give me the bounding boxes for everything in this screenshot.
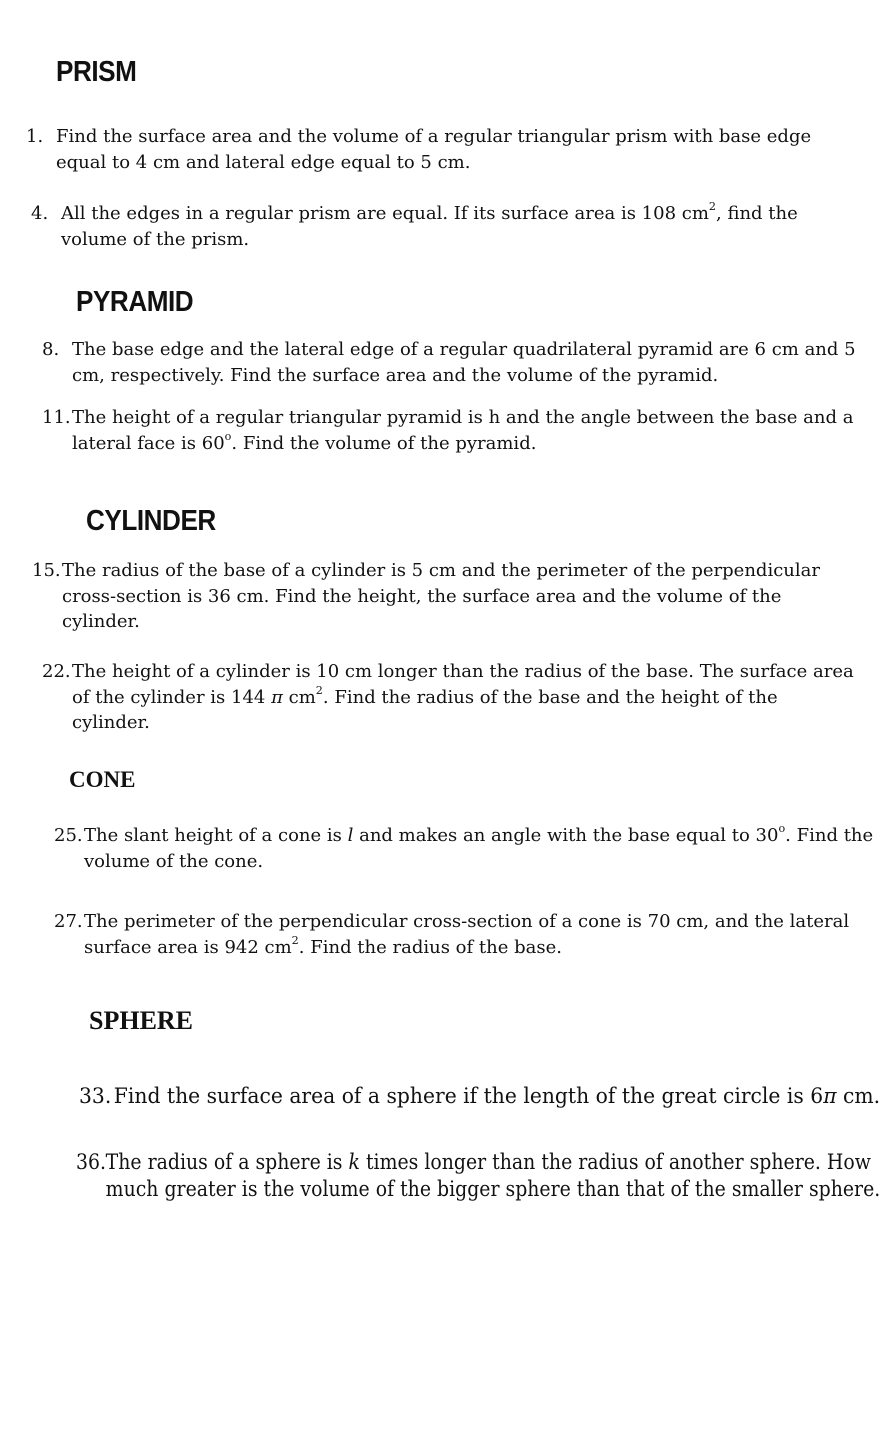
variable-l: l — [347, 825, 354, 846]
question-number: 8. — [42, 339, 60, 360]
text-segment: times longer than the radius of another sphere. How — [359, 1150, 871, 1174]
question-text-line: cylinder. — [72, 712, 150, 733]
section-heading-cone: CONE — [69, 767, 136, 792]
question-number: 36. — [76, 1150, 107, 1174]
text-segment: cm — [282, 686, 316, 708]
question-text-line: cylinder. — [62, 611, 140, 632]
question-number: 33. — [79, 1084, 112, 1108]
question-text-line — [106, 1149, 881, 1176]
text-segment: of the cylinder is 144 — [72, 686, 272, 708]
superscript: 2 — [708, 200, 716, 214]
superscript: 2 — [315, 683, 323, 697]
question-8 — [42, 337, 856, 388]
question-text-line: much greater is the volume of the bigger sphere than that of the smaller sphere. — [105, 1177, 881, 1201]
question-22 — [42, 659, 854, 736]
question-text-line: cross-section is 36 cm. Find the height, the surface area and the volume of the — [62, 585, 782, 607]
variable-k: k — [348, 1150, 360, 1174]
question-number: 25. — [54, 825, 83, 846]
question-15 — [32, 558, 820, 635]
section-heading-cylinder: CYLINDER — [86, 505, 216, 537]
question-number: 15. — [32, 560, 61, 581]
section-heading-sphere: SPHERE — [89, 1006, 194, 1035]
text-segment: , find the — [716, 203, 798, 224]
question-36 — [76, 1149, 880, 1203]
question-number: 11. — [42, 407, 71, 428]
superscript: 2 — [291, 933, 299, 947]
question-33 — [79, 1082, 880, 1110]
question-11 — [42, 405, 853, 456]
superscript: o — [778, 822, 786, 836]
question-text-line: The perimeter of the perpendicular cross-section of a cone is 70 cm, and the lateral — [84, 911, 850, 932]
pi-symbol: π — [271, 686, 283, 708]
question-text-line: volume of the cone. — [84, 850, 264, 872]
text-segment: . Find the radius of the base. — [298, 936, 562, 958]
text-segment: and makes an angle with the base equal to 30 — [353, 825, 779, 846]
text-segment: . Find the — [785, 825, 874, 846]
question-text-line: The base edge and the lateral edge of a regular quadrilateral pyramid are 6 cm and 5 — [72, 339, 856, 360]
question-text-line — [61, 201, 798, 227]
question-27 — [54, 909, 849, 960]
text-segment: surface area is 942 cm — [84, 936, 292, 958]
question-number: 1. — [26, 126, 44, 147]
question-number: 27. — [54, 911, 83, 932]
question-text-line: The height of a cylinder is 10 cm longer than the radius of the base. The surface area — [72, 661, 854, 682]
text-segment: lateral face is 60 — [72, 432, 225, 454]
question-text-line — [72, 685, 854, 711]
text-segment: All the edges in a regular prism are equal. If its surface area is 108 cm — [61, 203, 709, 224]
question-1 — [26, 124, 811, 175]
question-text-line: cm, respectively. Find the surface area and the volume of the pyramid. — [72, 364, 719, 386]
question-number: 22. — [42, 661, 71, 682]
question-text-line: Find the surface area and the volume of a regular triangular prism with base edge — [56, 126, 812, 147]
section-heading-pyramid: PYRAMID — [76, 286, 194, 318]
question-text-line — [114, 1082, 880, 1110]
question-25 — [54, 823, 873, 874]
text-segment: The radius of a sphere is — [105, 1150, 349, 1174]
question-text-line: volume of the prism. — [61, 228, 250, 250]
question-text-line — [84, 935, 849, 961]
text-segment: cm. — [836, 1084, 881, 1108]
question-text-line: The height of a regular triangular pyramid is h and the angle between the base and a — [72, 407, 854, 428]
text-segment: Find the surface area of a sphere if the length of the great circle is 6 — [113, 1084, 824, 1108]
question-4 — [31, 201, 798, 252]
pi-symbol: π — [823, 1084, 837, 1108]
section-heading-prism: PRISM — [56, 56, 137, 88]
question-text-line — [72, 431, 853, 457]
question-text-line: The radius of the base of a cylinder is 5 cm and the perimeter of the perpendicular — [62, 560, 820, 581]
text-segment: . Find the radius of the base and the height of the — [322, 686, 778, 708]
superscript: o — [224, 429, 232, 443]
question-text-line — [84, 823, 873, 849]
question-number: 4. — [31, 203, 49, 224]
text-segment: . Find the volume of the pyramid. — [231, 432, 537, 454]
question-text-line: equal to 4 cm and lateral edge equal to 5 cm. — [56, 151, 471, 173]
text-segment: The slant height of a cone is — [84, 825, 348, 846]
